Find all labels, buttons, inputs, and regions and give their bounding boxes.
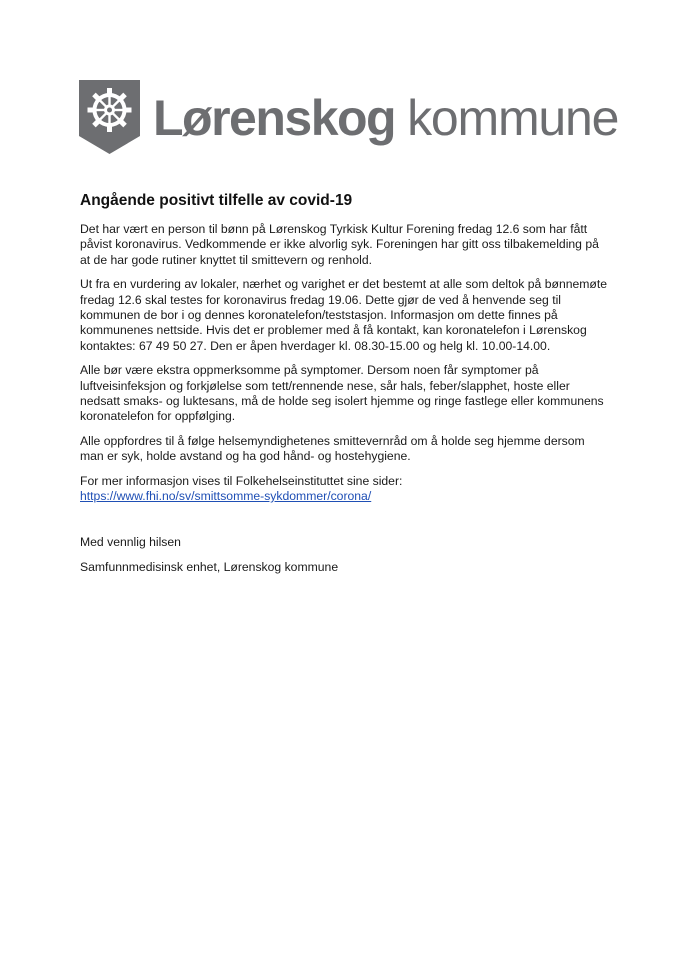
- logo-wordmark: [153, 90, 619, 146]
- letter-title: Angående positivt tilfelle av covid-19: [80, 192, 353, 209]
- closing-text: Med vennlig hilsen: [80, 534, 181, 549]
- letter-body: [80, 191, 610, 585]
- paragraph-testing: Ut fra en vurdering av lokaler, nærhet og varighet er det bestemt at alle som deltok på bønnemøte fredag 12.6 skal testes for koronavirus fredag 19.06. Dette gjør de ved å henvende seg til kommunen de bor i og dennes koronatelefon/teststasjon. Informasjon om dette finnes på kommunenes nettside. Hvis det er problemer med å få kontakt, kan koronatelefon i Lørenskog kontaktes: 67 49 50 27. Den er åpen hverdager kl. 08.30-15.00 og helg kl. 10.00-14.00.: [80, 277, 608, 353]
- signoff: [80, 535, 610, 576]
- paragraph-case-info: Det har vært en person til bønn på Lørenskog Tyrkisk Kultur Forening fredag 12.6 som har fått påvist koronavirus. Vedkommende er ikke alvorlig syk. Foreningen har gitt oss tilbakemelding på at de har gode rutiner knyttet til smittevern og renhold.: [80, 222, 599, 267]
- logo-name-light: kommune: [407, 90, 619, 146]
- wheel-emblem-shield-icon: [79, 80, 140, 154]
- paragraph-symptoms: Alle bør være ekstra oppmerksomme på symptomer. Dersom noen får symptomer på luftveisinfeksjon og forkjølelse som tett/rennende nese, sår hals, feber/slapphet, hoste eller nedsatt smaks- og luktesans, må de holde seg isolert hjemme og ringe fastlege eller kommunens koronatelefon for oppfølging.: [80, 363, 604, 424]
- fhi-link[interactable]: https://www.fhi.no/sv/smittsomme-sykdommer/corona/: [80, 489, 372, 504]
- paragraph-more-info: [80, 474, 610, 505]
- logo-name-bold: Lørenskog: [153, 90, 396, 146]
- municipality-logo: [79, 80, 618, 154]
- paragraph-advice: Alle oppfordres til å følge helsemyndighetenes smittevernråd om å holde seg hjemme dersom man er syk, holde avstand og ha god hånd- og hostehygiene.: [80, 433, 585, 464]
- sender-text: Samfunnmedisinsk enhet, Lørenskog kommune: [80, 559, 339, 574]
- more-info-text: For mer informasjon vises til Folkehelseinstituttet sine sider:: [80, 473, 403, 488]
